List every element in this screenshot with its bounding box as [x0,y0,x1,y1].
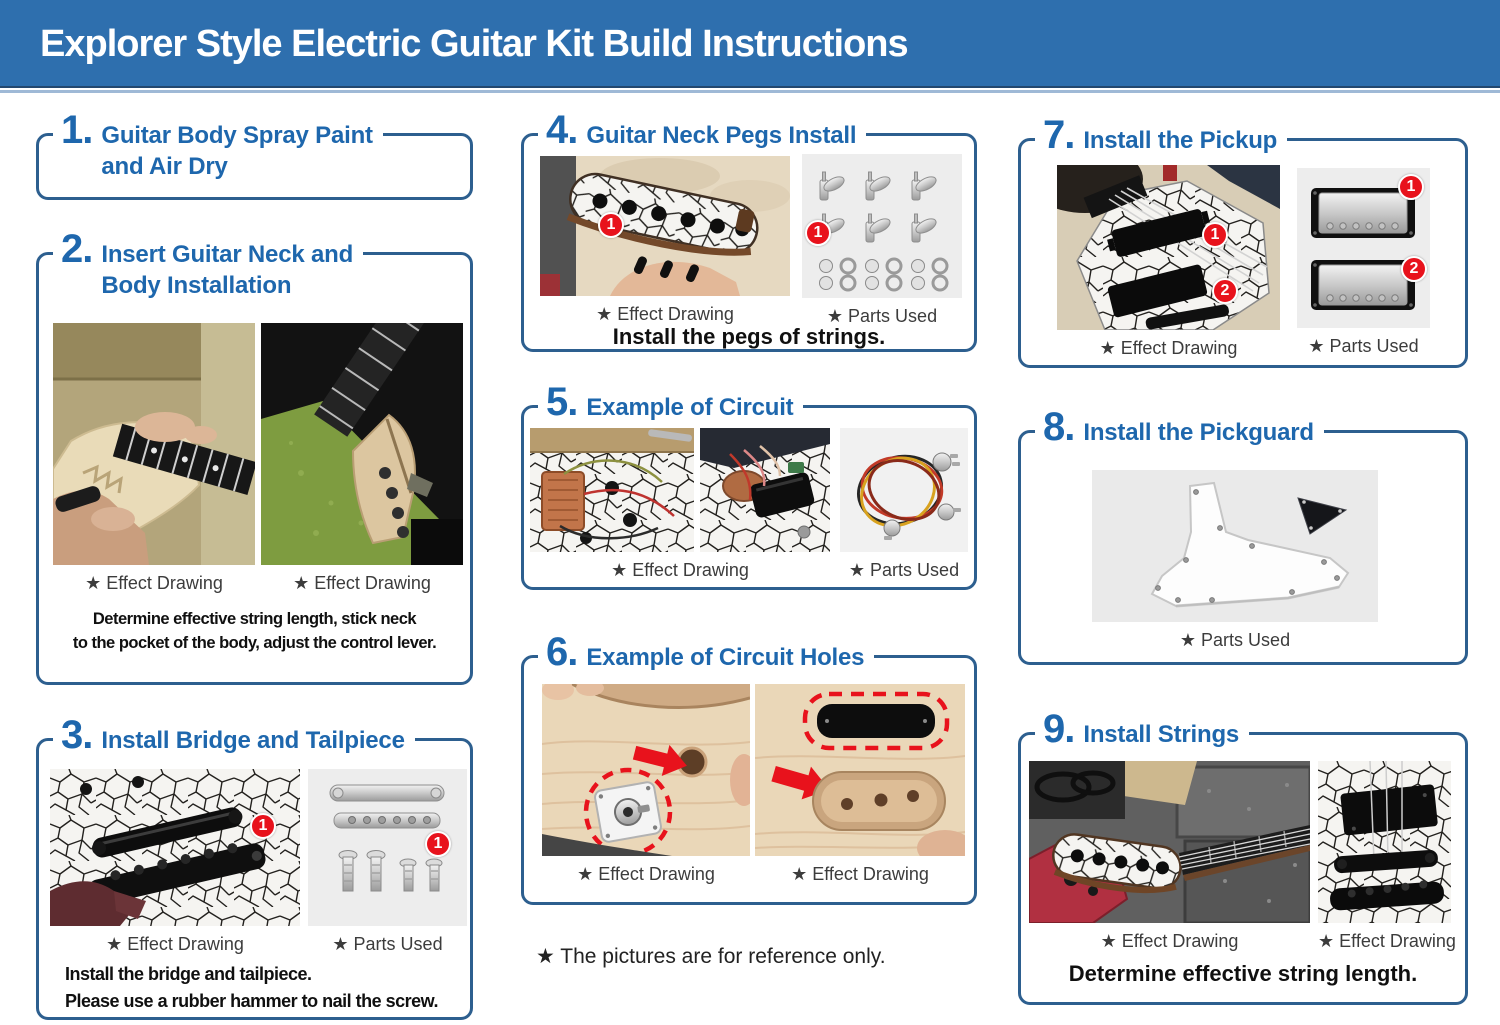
step-1-heading [53,110,383,182]
step-9-box [1018,707,1468,1005]
step2-neck-fit-photo [53,323,255,594]
step-number: 7. [1043,113,1075,157]
parts-used-caption: ★ Parts Used [1308,336,1419,356]
part-badge: 1 [425,831,451,857]
step-5-box [521,380,977,590]
parts-wiring-harness [840,428,968,552]
step5-circuit-photo-1 [530,428,694,552]
step9-bridge-strings-photo [1318,761,1456,952]
part-badge: 2 [1401,256,1427,282]
photo-neck-into-body [53,323,255,565]
step-number: 6. [546,630,578,674]
step-title: Install Strings [1083,721,1240,748]
step-title: Guitar Body Spray Paint [101,122,373,149]
header-divider [0,90,1500,93]
step-7-heading [1035,115,1287,156]
parts-used-caption: ★ Parts Used [1179,630,1291,650]
step8-parts-image [1092,470,1378,651]
parts-used-caption: ★ Parts Used [332,934,443,954]
step3-parts-image [308,769,467,955]
photo-pickup-cavity [755,684,965,856]
effect-drawing-caption: ★ Effect Drawing [85,573,223,593]
parts-humbucker-pickups [1297,168,1430,328]
effect-drawing-caption: ★ Effect Drawing [293,573,431,593]
part-badge: 1 [250,813,276,839]
step-4-heading [538,110,866,151]
parts-tuning-pegs [802,154,962,298]
step-number: 9. [1043,707,1075,751]
step-number: 8. [1043,405,1075,449]
effect-drawing-caption: ★ Effect Drawing [106,934,244,954]
step5-circuit-photo-2 [700,428,830,552]
photo-neck-headstock [261,323,463,565]
step-9-heading [1035,709,1249,750]
step4-effect-photo [540,156,790,325]
effect-drawing-caption: ★ Effect Drawing [1318,931,1456,951]
step9-stringing-photo [1029,761,1310,952]
step-title: Install Bridge and Tailpiece [101,727,405,754]
part-badge: 1 [598,212,624,238]
step-2-heading [53,229,363,301]
effect-drawing-caption: ★ Effect Drawing [577,864,715,884]
photo-jack-plate-hole [542,684,750,856]
step-8-box [1018,405,1468,665]
step2-headstock-photo [261,323,463,594]
step-6-heading [538,632,874,673]
step-number: 2. [61,227,93,271]
photo-circuit-wiring-1 [530,428,694,552]
step-title: Install the Pickguard [1083,419,1314,446]
effect-drawing-caption: ★ Effect Drawing [611,560,749,580]
step-title-line2: Body Installation [101,272,292,299]
parts-used-caption: ★ Parts Used [826,306,938,326]
photo-strings-over-bridge [1318,761,1451,923]
part-badge: 2 [1212,278,1238,304]
parts-used-caption: ★ Parts Used [848,560,960,580]
step3-effect-photo [50,769,300,955]
step-2-box [36,227,473,685]
step-5-heading [538,382,803,423]
parts-pickguard [1092,470,1378,622]
step-number: 1. [61,108,93,152]
part-badge: 1 [1398,174,1424,200]
effect-drawing-caption: ★ Effect Drawing [596,304,734,324]
step-title: Insert Guitar Neck and [101,241,354,268]
page-header [0,0,1500,88]
step-title: Install the Pickup [1083,127,1278,154]
step6-jack-hole-photo [542,684,750,885]
step-title: Example of Circuit [586,394,794,421]
photo-headstock-pegs [540,156,790,296]
step-9-description: Determine effective string length. [1068,961,1418,986]
step-3-box [36,713,473,1020]
step-number: 4. [546,108,578,152]
step-3-heading [53,715,415,756]
step-number: 3. [61,713,93,757]
step5-parts-image [840,428,968,552]
step7-effect-photo [1057,165,1280,359]
step-2-description: Determine effective string length, stick neck to the pocket of the body, adjust the control lever. [72,610,437,652]
step7-parts-image [1297,168,1430,357]
parts-bridge-tailpiece [308,769,467,926]
step-title: Example of Circuit Holes [586,644,865,671]
reference-note: ★ The pictures are for reference only. [536,945,886,968]
photo-bridge-on-body [50,769,300,926]
effect-drawing-caption: ★ Effect Drawing [791,864,929,884]
photo-circuit-wiring-2 [700,428,830,552]
step6-pickup-cavity-photo [755,684,965,885]
step-title: Guitar Neck Pegs Install [586,122,857,149]
step-3-description: Install the bridge and tailpiece. Please use a rubber hammer to nail the screw. [65,964,438,1011]
step-title-line2: and Air Dry [101,153,228,180]
step-7-box [1018,113,1468,368]
step-number: 5. [546,380,578,424]
page-title: Explorer Style Electric Guitar Kit Build Instructions [40,23,908,65]
step-4-description: Install the pegs of strings. [612,324,886,349]
step-1-box [36,108,473,200]
part-badge: 1 [1202,222,1228,248]
effect-drawing-caption: ★ Effect Drawing [1100,931,1239,951]
part-badge: 1 [805,220,831,246]
effect-drawing-caption: ★ Effect Drawing [1099,338,1238,358]
photo-body-with-pickups [1057,165,1280,330]
step-4-box [521,108,977,352]
step4-parts-image [802,154,962,327]
step-8-heading [1035,407,1324,448]
step-6-box [521,630,977,905]
photo-neck-stringing [1029,761,1310,923]
